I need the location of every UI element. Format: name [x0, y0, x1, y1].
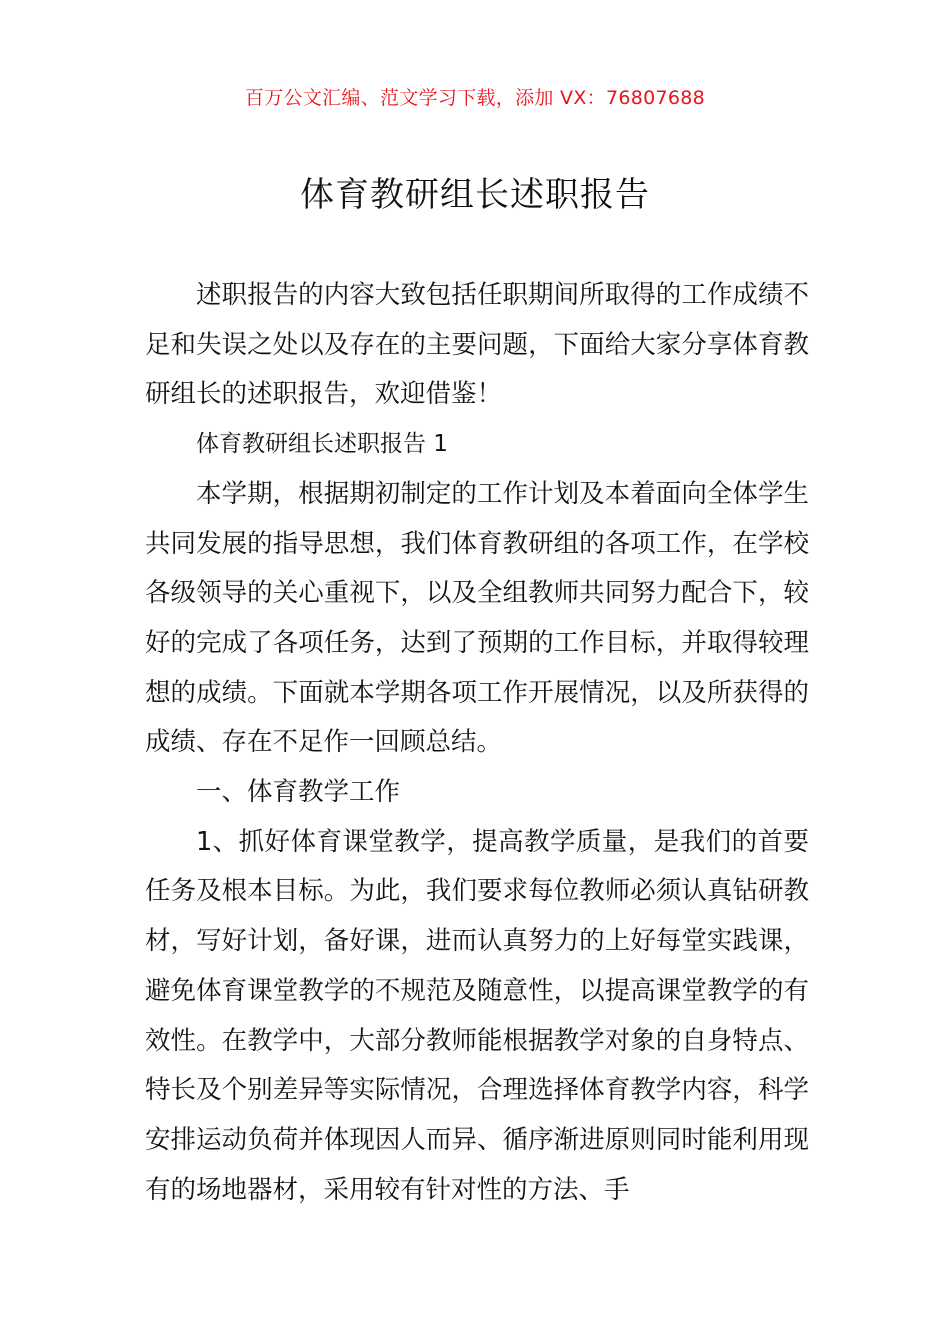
document-body	[145, 271, 809, 1215]
intro-paragraph: 述职报告的内容大致包括任职期间所取得的工作成绩不足和失误之处以及存在的主要问题，下面给大家分享体育教研组长的述职报告，欢迎借鉴！	[145, 280, 809, 410]
summary-paragraph: 本学期，根据期初制定的工作计划及本着面向全体学生共同发展的指导思想，我们体育教研组的各项工作，在学校各级领导的关心重视下，以及全组教师共同努力配合下，较好的完成了各项任务，达到了预期的工作目标，并取得较理想的成绩。下面就本学期各项工作开展情况，以及所获得的成绩、存在不足作一回顾总结。	[145, 478, 809, 758]
teaching-paragraph: 1、抓好体育课堂教学，提高教学质量，是我们的首要任务及根本目标。为此，我们要求每位教师必须认真钻研教材，写好计划，备好课，进而认真努力的上好每堂实践课，避免体育课堂教学的不规范及随意性，以提高课堂教学的有效性。在教学中，大部分教师能根据教学对象的自身特点、特长及个别差异等实际情况，合理选择体育教学内容，科学安排运动负荷并体现因人而异、循序渐进原则同时能利用现有的场地器材，采用较有针对性的方法、手	[145, 826, 809, 1205]
header-watermark-note: 百万公文汇编、范文学习下载，添加 VX：76807688	[244, 87, 706, 109]
section-heading-report-1: 体育教研组长述职报告 1	[196, 431, 448, 458]
document-title: 体育教研组长述职报告	[300, 175, 650, 215]
section-heading-pe-teaching: 一、体育教学工作	[196, 777, 401, 808]
